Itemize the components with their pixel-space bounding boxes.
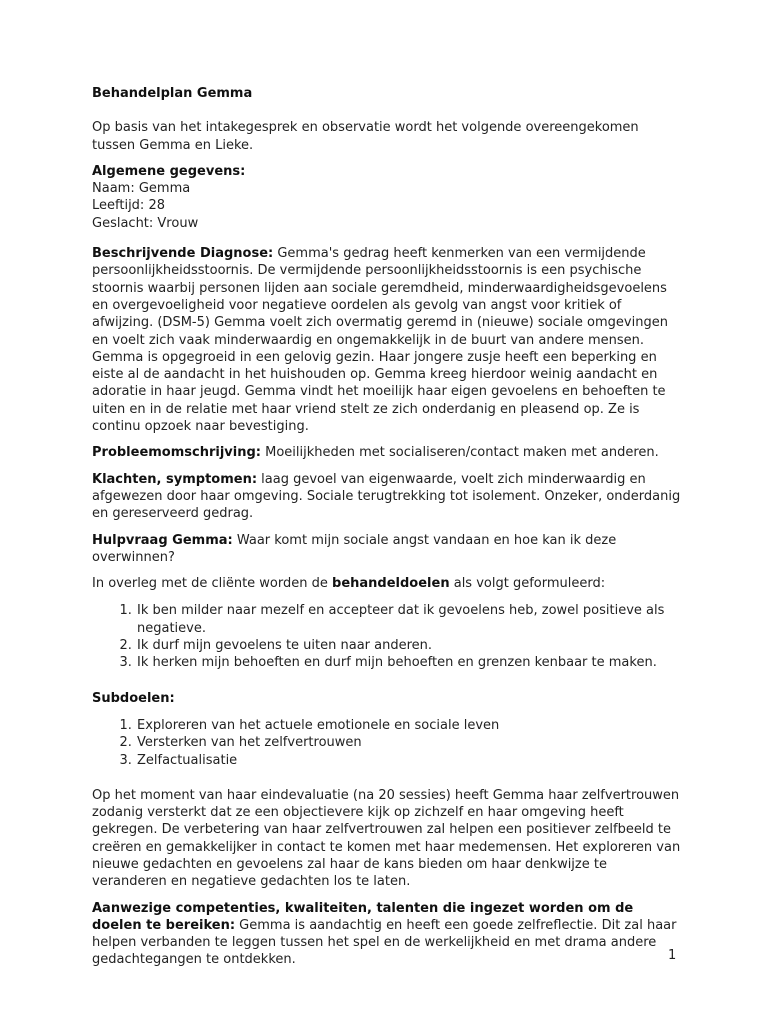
subgoals-heading: Subdoelen: [92,690,175,706]
list-item: 1. Exploreren van het actuele emotionele en sociale leven [136,717,682,734]
age-line: Leeftijd: 28 [92,198,165,214]
document-title: Behandelplan Gemma [92,86,253,101]
diagnosis-text: Gemma's gedrag heeft kenmerken van een vermijdende persoonlijkheidsstoornis. De vermijdende persoonlijkheidsstoornis is een psychische stoornis waarbij personen lijden aan sociale geremdheid, minderwaardigheidsgevoelens en overgevoeligheid voor negatieve oordelen als gevolg van angst voor kritiek of afwijzing. (DSM-5) Gemma voelt zich overmatig geremd in (nieuwe) sociale omgevingen en voelt zich vaak minderwaardig en ongemakkelijk in de buurt van andere mensen. Gemma is opgegroeid in een gelovig gezin. Haar jongere zusje heeft een beperking en eiste al de aandacht in het huishouden op. Gemma kreeg hierdoor weinig aandacht en adoratie in haar jeugd. Gemma vindt het moeilijk haar eigen gevoelens en behoeften te uiten en in de relatie met haar vriend stelt ze zich onderdanig en pleasend op. Ze is continu opzoek naar bevestiging. [92,246,668,435]
name-line: Naam: Gemma [92,181,191,197]
subgoals-list [92,717,682,769]
diagnosis-label: Beschrijvende Diagnose: [92,246,274,262]
evaluation-paragraph: Op het moment van haar eindevaluatie (na 20 sessies) heeft Gemma haar zelfvertrouwen zodanig versterkt dat ze een objectievere kijk op zichzelf en haar omgeving heeft gekregen. De verbetering van haar zelfvertrouwen zal helpen een positiever zelfbeeld te creëren en gemakkelijker in contact te komen met haar medemensen. Het exploreren van nieuwe gedachten en gevoelens zal haar de kans bieden om haar denkwijze te veranderen en negatieve gedachten los te laten. [92,787,681,890]
list-item: 2. Ik durf mijn gevoelens te uiten naar anderen. [136,637,682,654]
competencies-label: Aanwezige competenties, kwaliteiten, talenten die ingezet worden om de doelen te bereiken: [92,900,634,933]
help-question-paragraph [92,532,682,567]
intro-paragraph: Op basis van het intakegesprek en observatie wordt het volgende overeengekomen tussen Gemma en Lieke. [92,120,639,153]
goals-intro-before: In overleg met de cliënte worden de [92,576,333,592]
goals-list [92,602,682,671]
goals-intro-bold: behandeldoelen [332,576,450,592]
help-question-label: Hulpvraag Gemma: [92,532,233,548]
gender-line: Geslacht: Vrouw [92,215,199,231]
problem-paragraph [92,444,682,461]
problem-label: Probleemomschrijving: [92,445,261,461]
competencies-paragraph [92,900,682,969]
competencies-text: Gemma is aandachtig en heeft een goede zelfreflectie. Dit zal haar helpen verbanden te leggen tussen het spel en de werkelijkheid en met drama andere gedachtegangen te ontdekken. [92,917,677,968]
complaints-paragraph [92,471,682,523]
page-number: 1 [668,948,677,963]
general-info-heading: Algemene gegevens: [92,163,246,179]
list-item: 2. Versterken van het zelfvertrouwen [136,734,682,751]
list-item: 3. Zelfactualisatie [136,752,682,769]
goals-intro-after: als volgt geformuleerd: [449,576,606,592]
complaints-label: Klachten, symptomen: [92,471,258,487]
list-item: 3. Ik herken mijn behoeften en durf mijn behoeften en grenzen kenbaar te maken. [136,654,682,671]
help-question-text: Waar komt mijn sociale angst vandaan en hoe kan ik deze overwinnen? [92,532,617,565]
complaints-text: laag gevoel van eigenwaarde, voelt zich minderwaardig en afgewezen door haar omgeving. Sociale terugtrekking tot isolement. Onzeker, onderdanig en gereserveerd gedrag. [92,471,681,522]
document-body [92,85,682,969]
problem-text: Moeilijkheden met socialiseren/contact maken met anderen. [261,445,659,461]
list-item: 1. Ik ben milder naar mezelf en accepteer dat ik gevoelens heb, zowel positieve als negatieve. [136,602,682,637]
goals-intro-paragraph [92,575,682,592]
diagnosis-paragraph [92,245,682,435]
general-info-section [92,163,682,232]
